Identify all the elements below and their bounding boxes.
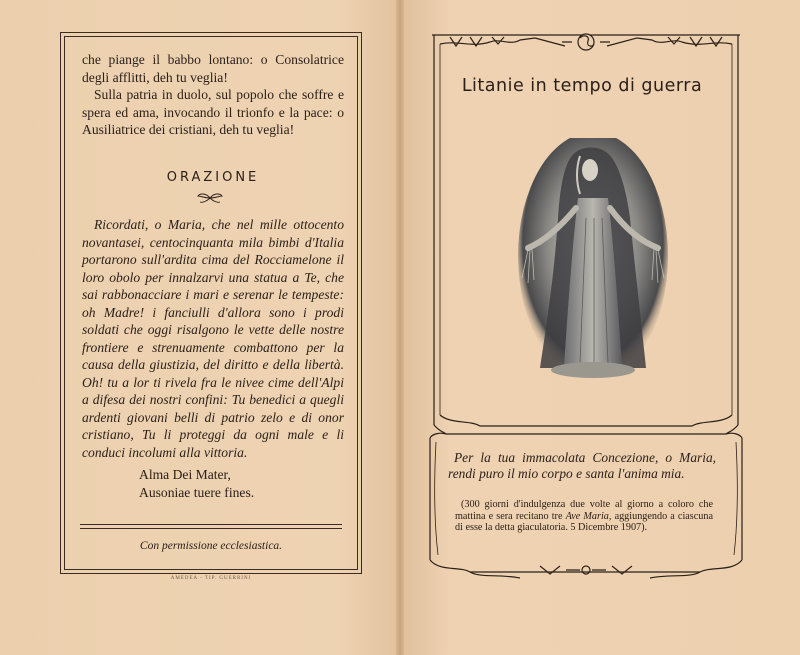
closing-line-2: Ausoniae tuere fines.: [139, 484, 255, 500]
indulgence-ave-maria: Ave Maria: [565, 510, 609, 522]
printer-mark: AMEDEA - TIP. GUERRINI: [170, 576, 252, 581]
invocation-verse: Per la tua immacolata Concezione, o Maria, rendi puro il mio corpo e santa l'anima mia.: [448, 450, 716, 481]
page-title: Litanie in tempo di guerra: [461, 76, 703, 96]
indulgence-text-a: (300 giorni d'indulgenza due volte al giorno a coloro che mattina e sera recitano tre: [455, 499, 713, 522]
madonna-image-icon: [518, 138, 668, 386]
prayer-text: Ricordati, o Maria, che nel mille ottocento novantasei, centocinquanta mila bimbi d'Italia portarono sull'ardita cima del Rocciamelone il loro obolo per innalzarvi una statua a Te, che sai rabbonacciare i mari e serenar le tempeste: oh Madre! i fanciulli d'allora sono i prodi soldati che oggi risalgono le vette delle nostre frontiere e strenuamente combattono per la causa della giustizia, del diritto e della libertà. Oh! tu a lor ti rivela fra le nivee cime dell'Alpi a difesa dei nostri confini: Tu benedici a quegli ardenti giovani belli di patrio zelo e di onor cristiano, Tu li proteggi da ogni male e li conduci incolumi alla vittoria.: [82, 217, 344, 460]
closing-line-1: Alma Dei Mater,: [139, 467, 231, 482]
paragraph-ausiliatrice-text: Sulla patria in duolo, sul popolo che soffre e spera ed ama, invocando il trionfo e la pace: o Ausiliatrice dei cristiani, deh tu veglia!: [82, 87, 344, 137]
indulgence-note: [455, 499, 713, 534]
paragraph-consolatrice-text: che piange il babbo lontano: o Consolatrice degli afflitti, deh tu veglia!: [82, 52, 344, 85]
orazione-heading: ORAZIONE: [166, 170, 260, 185]
permission-note: Con permissione ecclesiastica.: [139, 540, 283, 552]
indulgence-text-c: , aggiungendo a ciascuna di esse la detta giaculatoria. 5 Dicembre 1907).: [455, 510, 714, 533]
